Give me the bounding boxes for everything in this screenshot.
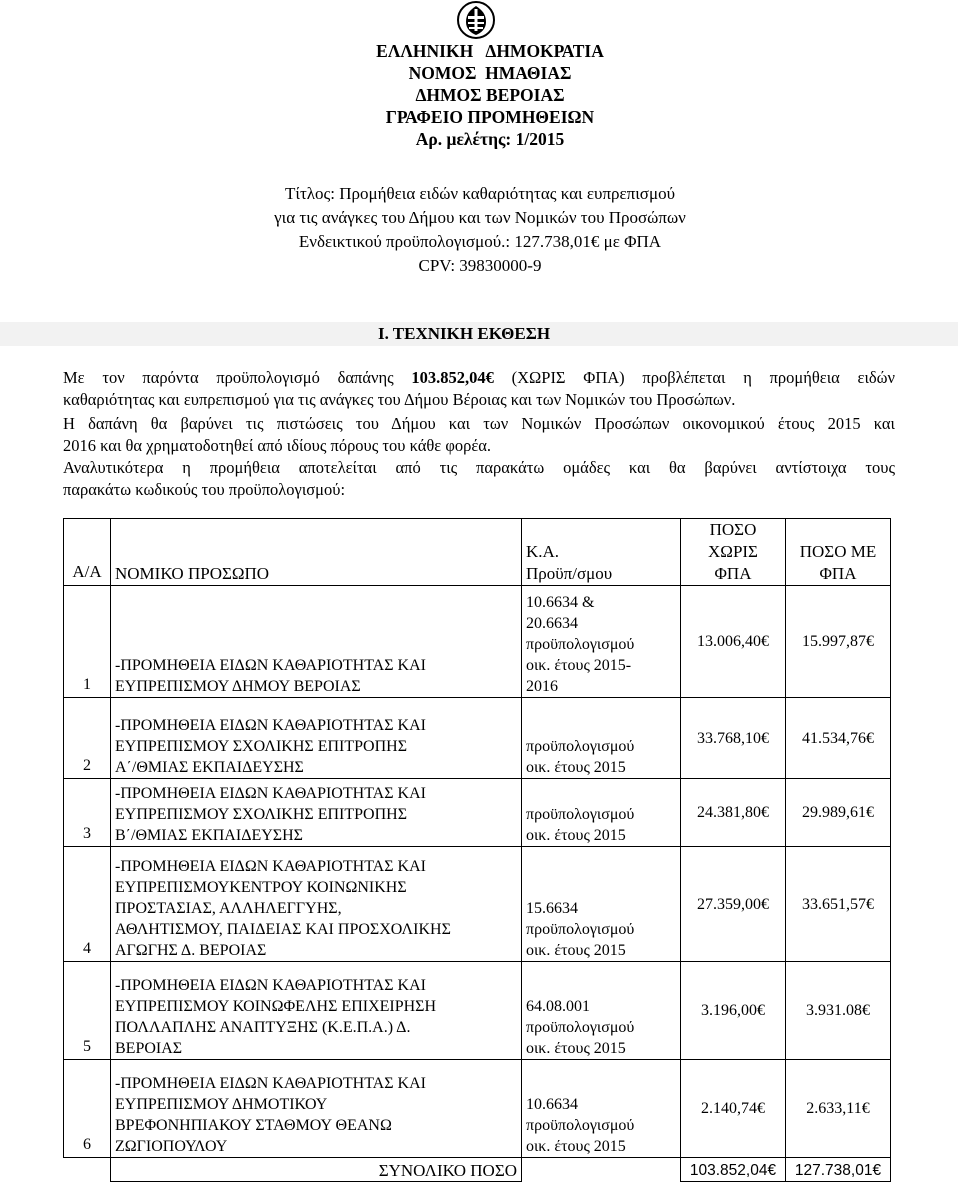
row-ka	[522, 962, 681, 1060]
header-with-vat-line: ΠΟΣΟ ΜΕ	[799, 542, 877, 561]
row-ka-line: 64.08.001	[526, 998, 590, 1015]
para1-amount: 103.852,04€	[411, 368, 494, 387]
row-name	[111, 698, 522, 779]
table-header-row	[64, 519, 891, 586]
table-row	[64, 1060, 891, 1158]
row-aa: 5	[64, 962, 111, 1060]
table-row	[64, 698, 891, 779]
row-ka-line: προϋπολογισμού	[526, 806, 635, 823]
total-with-vat: 127.738,01€	[786, 1158, 891, 1182]
table-row	[64, 586, 891, 698]
row-ka-line: 15.6634	[526, 900, 578, 917]
row-ka	[522, 586, 681, 698]
header-no-vat-line: ΧΩΡΙΣ	[708, 542, 758, 561]
row-name-line: ΒΡΕΦΟΝΗΠΙΑΚΟΥ ΣΤΑΘΜΟΥ ΘΕΑΝΩ	[115, 1117, 392, 1134]
row-ka-line: 10.6634 &	[526, 594, 595, 611]
header-no-vat-line: ΠΟΣΟ	[709, 520, 757, 539]
header-study-number: Αρ. μελέτης: 1/2015	[415, 129, 565, 149]
title-cpv: CPV: 39830000-9	[418, 256, 542, 275]
row-ka-line: 2016	[526, 678, 558, 695]
header-country: ΕΛΛΗΝΙΚΗ ΔΗΜΟΚΡΑΤΙΑ	[376, 41, 604, 61]
document-header	[340, 40, 640, 150]
row-aa: 3	[64, 779, 111, 847]
row-no-vat: 2.140,74€	[681, 1060, 786, 1158]
header-aa: Α/Α	[64, 519, 111, 586]
header-ka	[522, 519, 681, 586]
para2-line2: 2016 και θα χρηματοδοτηθεί από ιδίους πόρους του κάθε φορέα.	[63, 436, 492, 455]
total-spacer	[64, 1158, 111, 1182]
row-name-line: -ΠΡΟΜΗΘΕΙΑ ΕΙΔΩΝ ΚΑΘΑΡΙΟΤΗΤΑΣ ΚΑΙ	[115, 977, 426, 994]
row-no-vat: 24.381,80€	[681, 779, 786, 847]
row-with-vat: 2.633,11€	[786, 1060, 891, 1158]
row-name	[111, 962, 522, 1060]
title-budget: Ενδεικτικού προϋπολογισμού.: 127.738,01€ με ΦΠΑ	[298, 232, 662, 251]
header-no-vat-line: ΦΠΑ	[714, 564, 752, 583]
row-name-line: Α΄/ΘΜΙΑΣ ΕΚΠΑΙΔΕΥΣΗΣ	[115, 759, 304, 776]
greek-coat-of-arms-icon	[456, 0, 496, 40]
row-with-vat: 33.651,57€	[786, 847, 891, 962]
row-ka	[522, 698, 681, 779]
header-with-vat	[786, 519, 891, 586]
document-title	[180, 182, 780, 278]
row-no-vat: 3.196,00€	[681, 962, 786, 1060]
row-name-line: -ΠΡΟΜΗΘΕΙΑ ΕΙΔΩΝ ΚΑΘΑΡΙΟΤΗΤΑΣ ΚΑΙ	[115, 657, 426, 674]
row-ka-line: 10.6634	[526, 1096, 578, 1113]
table-row	[64, 962, 891, 1060]
row-name-line: -ΠΡΟΜΗΘΕΙΑ ΕΙΔΩΝ ΚΑΘΑΡΙΟΤΗΤΑΣ ΚΑΙ	[115, 785, 426, 802]
header-ka-line: Προϋπ/σμου	[526, 564, 613, 583]
para3-line2: παρακάτω κωδικούς του προϋπολογισμού:	[63, 480, 346, 499]
header-name: ΝΟΜΙΚΟ ΠΡΟΣΩΠΟ	[111, 519, 522, 586]
row-name-line: ΕΥΠΡΕΠΙΣΜΟΥ ΔΗΜΟΥ ΒΕΡΟΙΑΣ	[115, 678, 361, 695]
row-name	[111, 779, 522, 847]
row-with-vat: 29.989,61€	[786, 779, 891, 847]
row-ka-line: προϋπολογισμού	[526, 738, 635, 755]
paragraph-analysis	[63, 457, 895, 501]
header-with-vat-line: ΦΠΑ	[819, 564, 857, 583]
row-with-vat: 3.931.08€	[786, 962, 891, 1060]
header-office: ΓΡΑΦΕΙΟ ΠΡΟΜΗΘΕΙΩΝ	[385, 107, 595, 127]
row-ka-line: οικ. έτους 2015-	[526, 657, 632, 674]
table-total-row	[64, 1158, 891, 1182]
row-name	[111, 586, 522, 698]
row-ka-line: προϋπολογισμού	[526, 636, 635, 653]
row-aa: 4	[64, 847, 111, 962]
row-ka-line: οικ. έτους 2015	[526, 942, 626, 959]
row-name-line: ΕΥΠΡΕΠΙΣΜΟΥ ΣΧΟΛΙΚΗΣ ΕΠΙΤΡΟΠΗΣ	[115, 738, 408, 755]
row-name-line: ΕΥΠΡΕΠΙΣΜΟΥΚΕΝΤΡΟΥ ΚΟΙΝΩΝΙΚΗΣ	[115, 879, 407, 896]
row-name-line: ΠΡΟΣΤΑΣΙΑΣ, ΑΛΛΗΛΕΓΓΥΗΣ,	[115, 900, 342, 917]
row-ka-line: οικ. έτους 2015	[526, 1040, 626, 1057]
row-name-line: ΠΟΛΛΑΠΛΗΣ ΑΝΑΠΤΥΞΗΣ (Κ.Ε.Π.Α.) Δ.	[115, 1019, 411, 1036]
row-name-line: -ΠΡΟΜΗΘΕΙΑ ΕΙΔΩΝ ΚΑΘΑΡΙΟΤΗΤΑΣ ΚΑΙ	[115, 858, 426, 875]
row-ka-line: προϋπολογισμού	[526, 1019, 635, 1036]
para3-line1: Αναλυτικότερα η προμήθεια αποτελείται από τις παρακάτω ομάδες και θα βαρύνει αντίστοιχα τους	[63, 458, 895, 477]
header-prefecture: ΝΟΜΟΣ ΗΜΑΘΙΑΣ	[408, 63, 572, 83]
header-no-vat	[681, 519, 786, 586]
row-ka-line: οικ. έτους 2015	[526, 827, 626, 844]
total-no-vat: 103.852,04€	[681, 1158, 786, 1182]
row-ka	[522, 1060, 681, 1158]
row-name-line: Β΄/ΘΜΙΑΣ ΕΚΠΑΙΔΕΥΣΗΣ	[115, 827, 303, 844]
row-ka-line: 20.6634	[526, 615, 578, 632]
title-line: Τίτλος: Προμήθεια ειδών καθαριότητας και ευπρεπισμού	[285, 184, 675, 203]
row-name-line: ΕΥΠΡΕΠΙΣΜΟΥ ΣΧΟΛΙΚΗΣ ΕΠΙΤΡΟΠΗΣ	[115, 806, 408, 823]
row-ka-line: οικ. έτους 2015	[526, 759, 626, 776]
row-no-vat: 27.359,00€	[681, 847, 786, 962]
row-name	[111, 847, 522, 962]
table-row	[64, 847, 891, 962]
row-with-vat: 15.997,87€	[786, 586, 891, 698]
row-name	[111, 1060, 522, 1158]
budget-table	[63, 518, 891, 1182]
row-ka	[522, 779, 681, 847]
row-aa: 6	[64, 1060, 111, 1158]
total-spacer	[522, 1158, 681, 1182]
table-row	[64, 779, 891, 847]
row-ka	[522, 847, 681, 962]
row-with-vat: 41.534,76€	[786, 698, 891, 779]
row-name-line: ΑΘΛΗΤΙΣΜΟΥ, ΠΑΙΔΕΙΑΣ ΚΑΙ ΠΡΟΣΧΟΛΙΚΗΣ	[115, 921, 451, 938]
title-line: για τις ανάγκες του Δήμου και των Νομικών του Προσώπων	[274, 208, 686, 227]
para2-line1: Η δαπάνη θα βαρύνει τις πιστώσεις του Δήμου και των Νομικών Προσώπων οικονομικού έτους 2015 και	[63, 414, 895, 433]
row-no-vat: 33.768,10€	[681, 698, 786, 779]
row-name-line: ΕΥΠΡΕΠΙΣΜΟΥ ΔΗΜΟΤΙΚΟΥ	[115, 1096, 328, 1113]
paragraph-budget	[63, 367, 895, 411]
row-aa: 1	[64, 586, 111, 698]
row-name-line: ΑΓΩΓΗΣ Δ. ΒΕΡΟΙΑΣ	[115, 942, 267, 959]
para1-line2: καθαριότητας και ευπρεπισμού για τις ανάγκες του Δήμου Βέροιας και των Νομικών του Προσώπων.	[63, 390, 736, 409]
row-ka-line: οικ. έτους 2015	[526, 1138, 626, 1155]
paragraph-credits	[63, 413, 895, 457]
header-ka-line: Κ.Α.	[526, 542, 560, 561]
total-label: ΣΥΝΟΛΙΚΟ ΠΟΣΟ	[111, 1158, 522, 1182]
para1-pre: Με τον παρόντα προϋπολογισμό δαπάνης	[63, 368, 412, 387]
row-aa: 2	[64, 698, 111, 779]
row-name-line: -ΠΡΟΜΗΘΕΙΑ ΕΙΔΩΝ ΚΑΘΑΡΙΟΤΗΤΑΣ ΚΑΙ	[115, 717, 426, 734]
row-name-line: ΖΩΓΙΟΠΟΥΛΟΥ	[115, 1138, 228, 1155]
row-no-vat: 13.006,40€	[681, 586, 786, 698]
row-name-line: ΕΥΠΡΕΠΙΣΜΟΥ ΚΟΙΝΩΦΕΛΗΣ ΕΠΙΧΕΙΡΗΣΗ	[115, 998, 437, 1015]
section-title: Ι. ΤΕΧΝΙΚΗ ΕΚΘΕΣΗ	[378, 324, 551, 343]
row-name-line: ΒΕΡΟΙΑΣ	[115, 1040, 183, 1057]
para1-post: (ΧΩΡΙΣ ΦΠΑ) προβλέπεται η προμήθεια ειδών	[493, 368, 895, 387]
row-ka-line: προϋπολογισμού	[526, 1117, 635, 1134]
row-name-line: -ΠΡΟΜΗΘΕΙΑ ΕΙΔΩΝ ΚΑΘΑΡΙΟΤΗΤΑΣ ΚΑΙ	[115, 1075, 426, 1092]
section-bar	[0, 322, 958, 346]
row-ka-line: προϋπολογισμού	[526, 921, 635, 938]
header-municipality: ΔΗΜΟΣ ΒΕΡΟΙΑΣ	[415, 85, 565, 105]
